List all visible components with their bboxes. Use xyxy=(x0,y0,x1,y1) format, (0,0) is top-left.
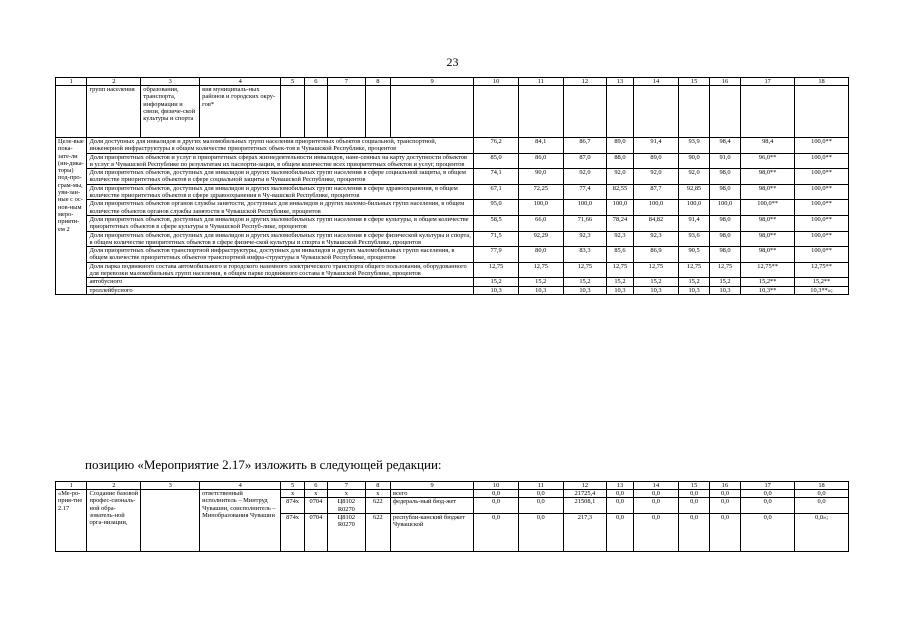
indicator-value: 71,66 xyxy=(563,215,607,231)
indicator-name: Доля приоритетных объектов, доступных для инвалидов и других маломобильных групп населения в сфере здравоохранения, в общем количестве приоритетных объектов в сфере здравоохранения в Чу-вашской Республике, процентов xyxy=(87,184,474,200)
column-number: 5 xyxy=(281,78,304,86)
indicator-value: 15,2 xyxy=(474,278,519,286)
indicator-value: 98,0 xyxy=(709,169,740,185)
funding-value: 0,0 xyxy=(795,490,849,498)
grbs-code: x xyxy=(281,490,304,498)
funding-value: 0,0 xyxy=(474,513,519,551)
indicator-value: 100,0** xyxy=(795,247,849,263)
indicator-value: 76,2 xyxy=(474,138,519,154)
funding-value: 0,0 xyxy=(741,498,795,514)
funding-value: 0,0 xyxy=(709,490,740,498)
indicator-value: 15,2 xyxy=(709,278,740,286)
indicator-value: 12,75 xyxy=(474,262,519,278)
empty-cell xyxy=(365,86,390,138)
funding-value: 0,0 xyxy=(679,513,709,551)
expense-type-code: 622 xyxy=(365,498,390,514)
funding-value: 0,0 xyxy=(741,490,795,498)
indicator-value: 93,9 xyxy=(679,138,709,154)
indicator-name: троллейбусного xyxy=(87,286,474,294)
expense-type-code: 622 xyxy=(365,513,390,551)
funding-value: 0,0 xyxy=(518,490,563,498)
column-number: 10 xyxy=(474,482,519,490)
indicator-value: 74,1 xyxy=(474,169,519,185)
indicator-row xyxy=(56,262,849,278)
indicator-value: 98,0** xyxy=(741,184,795,200)
indicator-value: 15,2 xyxy=(563,278,607,286)
grbs-code: 874х xyxy=(281,498,304,514)
indicator-value: 90,0 xyxy=(679,153,709,169)
indicator-value: 100,0** xyxy=(795,169,849,185)
column-number: 11 xyxy=(518,482,563,490)
indicator-value: 100,0** xyxy=(795,200,849,216)
funding-value: 0,0 xyxy=(607,490,633,498)
column-number: 6 xyxy=(304,78,327,86)
indicator-value: 89,0 xyxy=(633,153,679,169)
indicator-value: 100,0** xyxy=(795,184,849,200)
indicator-value: 10,3 xyxy=(474,286,519,294)
target-article-code: x xyxy=(328,490,366,498)
indicator-value: 15,2 xyxy=(518,278,563,286)
indicator-value: 10,3 xyxy=(679,286,709,294)
funding-value: 0,0 xyxy=(709,513,740,551)
indicator-value: 100,0 xyxy=(633,200,679,216)
indicator-value: 15,2 xyxy=(607,278,633,286)
indicator-value: 95,0 xyxy=(474,200,519,216)
empty-cell xyxy=(741,86,795,138)
funding-value: 0,0 xyxy=(709,498,740,514)
indicator-value: 15,2** xyxy=(741,278,795,286)
funding-value: 0,0 xyxy=(474,498,519,514)
indicator-value: 92,0 xyxy=(563,169,607,185)
indicator-value: 88,0 xyxy=(607,153,633,169)
funding-value: 217,3 xyxy=(563,513,607,551)
section-code: x xyxy=(304,490,327,498)
indicators-table xyxy=(55,77,849,295)
indicator-value: 98,0** xyxy=(741,231,795,247)
measure-col-3 xyxy=(141,490,200,552)
indicator-value: 84,1 xyxy=(518,138,563,154)
column-number: 3 xyxy=(141,482,200,490)
indicator-value: 93,6 xyxy=(679,231,709,247)
funding-value: 0,0 xyxy=(741,513,795,551)
indicator-value: 85,0 xyxy=(474,153,519,169)
column-number: 13 xyxy=(607,482,633,490)
funding-value: 0,0 xyxy=(633,513,679,551)
column-number: 2 xyxy=(87,482,141,490)
column-number: 17 xyxy=(741,482,795,490)
indicator-value: 100,0** xyxy=(795,153,849,169)
column-number: 16 xyxy=(709,482,740,490)
indicator-row xyxy=(56,231,849,247)
empty-cell xyxy=(391,86,474,138)
column-number-row xyxy=(56,482,849,490)
column-number: 10 xyxy=(474,78,519,86)
header-cell-4: вия муниципаль-ных районов и городских окру-гов* xyxy=(200,86,281,138)
indicator-value: 10,3 xyxy=(709,286,740,294)
measure-2-17-table xyxy=(55,481,849,552)
funding-value: 0,0 xyxy=(679,490,709,498)
page-number: 23 xyxy=(446,55,459,69)
indicator-name: Доля приоритетных объектов, доступных для инвалидов и других маломобильных групп населения в сфере физической культуры и спорта, в общем количестве приоритетных объектов в сфере физиче-ской культуры и спорта в Чувашской Республике, процентов xyxy=(87,231,474,247)
indicator-value: 100,0** xyxy=(795,138,849,154)
indicator-value: 92,3 xyxy=(633,231,679,247)
indicator-value: 12,75** xyxy=(741,262,795,278)
indicator-value: 66,0 xyxy=(518,215,563,231)
indicator-value: 71,5 xyxy=(474,231,519,247)
column-number: 5 xyxy=(281,482,304,490)
indicator-value: 12,75 xyxy=(679,262,709,278)
indicator-value: 10,3 xyxy=(607,286,633,294)
indicator-name: автобусного xyxy=(87,278,474,286)
indicator-value: 92,3 xyxy=(563,231,607,247)
measure-row xyxy=(56,490,849,498)
target-article-code: Ц8102 R0270 xyxy=(328,498,366,514)
empty-cell xyxy=(607,86,633,138)
indicator-row xyxy=(56,153,849,169)
funding-value: 0,0 xyxy=(474,490,519,498)
funding-source: республи-канский бюджет Чувашской xyxy=(391,513,474,551)
column-number: 15 xyxy=(679,78,709,86)
funding-value: 0,0 xyxy=(518,513,563,551)
column-number: 9 xyxy=(391,482,474,490)
indicator-value: 91,4 xyxy=(679,215,709,231)
column-number: 14 xyxy=(633,78,679,86)
indicator-value: 77,9 xyxy=(474,247,519,263)
grbs-code: 874х xyxy=(281,513,304,551)
indicator-value: 98,0** xyxy=(741,169,795,185)
empty-cell xyxy=(795,86,849,138)
indicator-row xyxy=(56,247,849,263)
indicator-value: 98,0 xyxy=(709,231,740,247)
indicator-value: 15,2 xyxy=(633,278,679,286)
indicator-value: 10,3 xyxy=(563,286,607,294)
indicator-value: 92,85 xyxy=(679,184,709,200)
expense-type-code: x xyxy=(365,490,390,498)
indicator-value: 85,6 xyxy=(607,247,633,263)
column-number: 12 xyxy=(563,482,607,490)
indicator-row xyxy=(56,184,849,200)
indicator-value: 15,2 xyxy=(679,278,709,286)
indicator-value: 98,0 xyxy=(709,247,740,263)
funding-value: 0,0 xyxy=(633,498,679,514)
indicator-value: 77,4 xyxy=(563,184,607,200)
indicator-value: 10,3 xyxy=(518,286,563,294)
column-number: 11 xyxy=(518,78,563,86)
indicator-value: 87,0 xyxy=(563,153,607,169)
indicator-value: 91,0 xyxy=(709,153,740,169)
column-number: 14 xyxy=(633,482,679,490)
indicator-value: 58,5 xyxy=(474,215,519,231)
indicator-value: 92,29 xyxy=(518,231,563,247)
indicator-value: 98,0** xyxy=(741,215,795,231)
indicator-value: 100,0** xyxy=(795,215,849,231)
funding-value: 0,0 xyxy=(679,498,709,514)
empty-cell xyxy=(304,86,327,138)
column-number: 8 xyxy=(365,78,390,86)
funding-value: 0,0 xyxy=(607,498,633,514)
indicator-value: 96,0** xyxy=(741,153,795,169)
indicator-row xyxy=(56,200,849,216)
indicator-value: 12,75 xyxy=(607,262,633,278)
indicator-row xyxy=(56,169,849,185)
indicator-row xyxy=(56,278,849,286)
indicator-value: 100,0 xyxy=(563,200,607,216)
empty-cell xyxy=(281,86,304,138)
indicator-name: Доля приоритетных объектов, доступных для инвалидов и других маломобильных групп населения в сфере социальной защиты, в общем количестве приоритетных объектов в сфере социальной защиты в Чувашской Республике, процентов xyxy=(87,169,474,185)
empty-cell xyxy=(328,86,366,138)
empty-cell xyxy=(633,86,679,138)
column-number: 3 xyxy=(141,78,200,86)
column-number: 6 xyxy=(304,482,327,490)
indicator-value: 98,0 xyxy=(709,184,740,200)
column-number: 1 xyxy=(56,482,87,490)
funding-value: 21508,1 xyxy=(563,498,607,514)
column-number: 1 xyxy=(56,78,87,86)
column-number: 4 xyxy=(200,482,281,490)
indicator-value: 80,0 xyxy=(518,247,563,263)
column-number: 12 xyxy=(563,78,607,86)
column-number: 18 xyxy=(795,78,849,86)
indicator-row xyxy=(56,138,849,154)
indicator-value: 12,75** xyxy=(795,262,849,278)
indicator-value: 98,4 xyxy=(741,138,795,154)
indicator-value: 89,0 xyxy=(607,138,633,154)
column-number: 2 xyxy=(87,78,141,86)
indicator-row xyxy=(56,286,849,294)
funding-source: федераль-ный бюд-жет xyxy=(391,498,474,514)
indicator-value: 90,5 xyxy=(679,247,709,263)
indicator-value: 82,55 xyxy=(607,184,633,200)
empty-cell xyxy=(56,86,87,138)
indicator-value: 92,3 xyxy=(607,231,633,247)
indicator-value: 91,4 xyxy=(633,138,679,154)
indicator-value: 98,0 xyxy=(709,215,740,231)
indicator-value: 98,4 xyxy=(709,138,740,154)
column-number: 17 xyxy=(741,78,795,86)
indicator-value: 72,25 xyxy=(518,184,563,200)
indicator-value: 92,0 xyxy=(679,169,709,185)
column-number: 7 xyxy=(328,482,366,490)
indicator-value: 12,75 xyxy=(518,262,563,278)
header-cell-2: групп населения xyxy=(87,86,141,138)
funding-value: 0,0 xyxy=(607,513,633,551)
indicator-value: 15,2** xyxy=(795,278,849,286)
empty-cell xyxy=(679,86,709,138)
target-article-code: Ц8102 R0270 xyxy=(328,513,366,551)
column-number: 18 xyxy=(795,482,849,490)
funding-value: 0,0 xyxy=(795,498,849,514)
column-number: 8 xyxy=(365,482,390,490)
indicator-name: Доля приоритетных объектов, доступных для инвалидов и других маломобильных групп населения в сфере культуры, в общем количестве приоритетных объектов в сфере культуры в Чувашской Респуб-лике, процентов xyxy=(87,215,474,231)
empty-cell xyxy=(474,86,519,138)
empty-cell xyxy=(518,86,563,138)
funding-value: 21725,4 xyxy=(563,490,607,498)
indicator-value: 12,75 xyxy=(563,262,607,278)
column-number: 9 xyxy=(391,78,474,86)
indicator-name: Доля приоритетных объектов и услуг в приоритетных сферах жизнедеятельности инвалидов, нане-сенных на карту доступности объектов и услуг в Чувашской Республике по результатам их паспорти-зации, в общем количестве всех приоритетных объектов и услуг, процентов xyxy=(87,153,474,169)
indicator-name: Доля приоритетных объектов органов службы занятости, доступных для инвалидов и других маломо-бильных групп населения, в общем количестве объектов органов службы занятости в Чувашской Республике, процентов xyxy=(87,200,474,216)
measure-name: Создание базовой профес-сиональ-ной обра-зователь-ной орга-низации, xyxy=(87,490,141,552)
indicator-value: 100,0 xyxy=(518,200,563,216)
indicator-value: 100,0** xyxy=(795,231,849,247)
indicator-value: 100,0** xyxy=(741,200,795,216)
empty-cell xyxy=(709,86,740,138)
indicator-name: Доля парка подвижного состава автомобильного и городского наземного электрического транспорта общего пользования, оборудованного для перевозки маломобильных групп населения, в общем парке подвижного состава в Чувашской Республике, процентов xyxy=(87,262,474,278)
header-continuation-row xyxy=(56,86,849,138)
funding-value: 0,0»; xyxy=(795,513,849,551)
indicator-value: 87,7 xyxy=(633,184,679,200)
indicator-value: 86,9 xyxy=(633,247,679,263)
indicator-value: 83,3 xyxy=(563,247,607,263)
column-number: 4 xyxy=(200,78,281,86)
indicator-value: 86,7 xyxy=(563,138,607,154)
column-number: 16 xyxy=(709,78,740,86)
indicator-name: Доля доступных для инвалидов и других маломобильных групп населения приоритетных объектов социальной, транспортной, инженерной инфраструктуры в общем количестве приоритетных объек-тов в Чувашской Республике, процентов xyxy=(87,138,474,154)
section-code: 0704 xyxy=(304,498,327,514)
section-heading: позицию «Мероприятие 2.17» изложить в следующей редакции: xyxy=(85,457,442,472)
indicator-value: 78,24 xyxy=(607,215,633,231)
indicator-value: 10,3** xyxy=(741,286,795,294)
header-cell-3: образования, транспорта, информации и связи, физиче-ской культуры и спорта xyxy=(141,86,200,138)
indicator-value: 12,75 xyxy=(633,262,679,278)
empty-cell xyxy=(563,86,607,138)
indicators-side-label: Целе-вые пока-зате-ли (ин-дика-торы) под-про-грам-мы, увя-зан-ные с ос-нов-ным меро-прияти-ем 2 xyxy=(56,138,87,295)
indicator-value: 92,0 xyxy=(633,169,679,185)
indicator-value: 67,1 xyxy=(474,184,519,200)
column-number-row xyxy=(56,78,849,86)
indicator-value: 10,3**»; xyxy=(795,286,849,294)
indicator-value: 100,0 xyxy=(709,200,740,216)
indicator-value: 100,0 xyxy=(607,200,633,216)
column-number: 13 xyxy=(607,78,633,86)
indicator-value: 12,75 xyxy=(709,262,740,278)
indicator-value: 86,0 xyxy=(518,153,563,169)
measure-executors: ответственный исполнитель – Минтруд Чувашии, соисполнитель – Минобразования Чувашии xyxy=(200,490,281,552)
indicator-row xyxy=(56,215,849,231)
indicator-value: 90,0 xyxy=(518,169,563,185)
indicator-value: 100,0 xyxy=(679,200,709,216)
indicator-value: 10,3 xyxy=(633,286,679,294)
indicator-value: 92,0 xyxy=(607,169,633,185)
funding-value: 0,0 xyxy=(633,490,679,498)
funding-value: 0,0 xyxy=(518,498,563,514)
indicator-name: Доля приоритетных объектов транспортной инфраструктуры, доступных для инвалидов и других маломобильных групп населения, в общем количестве приоритетных объектов транспортной инфра-структуры в Чувашской Республике, процентов xyxy=(87,247,474,263)
measure-label: «Ме-ро-прия-тие 2.17 xyxy=(56,490,87,552)
funding-source: всего xyxy=(391,490,474,498)
indicator-value: 84,82 xyxy=(633,215,679,231)
column-number: 15 xyxy=(679,482,709,490)
section-code: 0704 xyxy=(304,513,327,551)
column-number: 7 xyxy=(328,78,366,86)
indicator-value: 98,0** xyxy=(741,247,795,263)
